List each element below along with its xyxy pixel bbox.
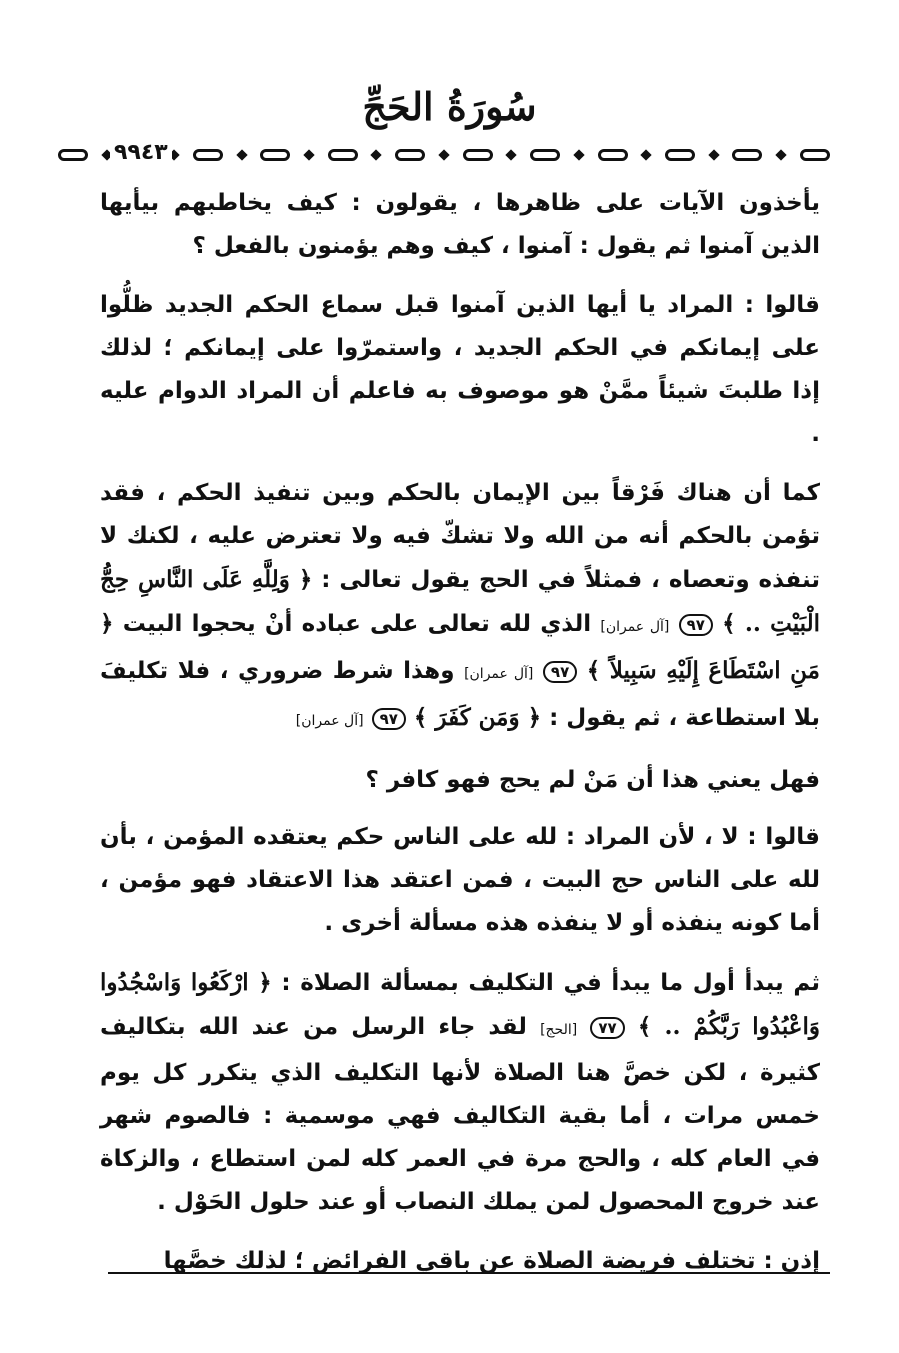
ornament-link-icon [665,149,695,161]
paragraph [100,472,820,743]
paragraph-text: الذي لله تعالى على عباده أنْ يحجوا البيت [122,611,592,637]
paragraph: فهل يعني هذا أن مَنْ لم يحج فهو كافر ؟ [365,767,820,793]
quran-verse: ﴿ وَمَن كَفَرَ ﴾ [413,704,542,731]
paragraph-text: ثم يبدأ أول ما يبدأ في التكليف بمسألة الصلاة : [281,970,820,996]
footer-divider [108,1272,830,1274]
ornament-link-icon [328,149,358,161]
ornament-link-icon [598,149,628,161]
ornament-diamond-icon [641,149,652,160]
paragraph-text: وهذا شرط ضروري ، فلا تكليفَ بلا استطاعة ، ثم يقول : [100,658,820,731]
verse-number: ٩٧ [679,614,713,636]
paragraph [100,961,820,1224]
page-header [0,78,899,178]
paragraph: قالوا : لا ، لأن المراد : لله على الناس حكم يعتقده المؤمن ، بأن لله على الناس حج البيت ، فمن اعتقد هذا الاعتقاد فهو مؤمن ، أما كونه ينفذه أو لا ينفذه هذه مسألة أخرى . [100,824,820,936]
main-text [100,182,820,1299]
ornament-diamond-icon [438,149,449,160]
surah-title: سُورَةُ الحَجِّ [362,84,537,129]
ornament-link-icon [530,149,560,161]
verse-number: ٩٧ [543,661,577,683]
ornament-link-icon [395,149,425,161]
ornament-diamond-icon [506,149,517,160]
ornament-link-icon [193,149,223,161]
ornament-diamond-icon [236,149,247,160]
surah-reference: [الحج] [540,1022,578,1038]
paragraph-text: كما أن هناك فَرْقاً بين الإيمان بالحكم وبين تنفيذ الحكم ، فقد تؤمن بالحكم أنه من الله ولا تشكّ فيه ولا تعترض عليه ، لكنك لا تنفذه وتعصاه ، فمثلاً في الحج يقول تعالى : [100,480,820,593]
paragraph: إذن : تختلف فريضة الصلاة عن باقي الفرائض ؛ لذلك خصَّها [163,1248,820,1274]
ornament-link-icon [800,149,830,161]
ornament-diamond-icon [708,149,719,160]
ornament-link-icon [260,149,290,161]
ornament-diamond-icon [573,149,584,160]
quran-verse: ﴿ ارْكَعُوا وَاسْجُدُوا وَاعْبُدُوا رَبَّكُمْ .. ﴾ [100,969,821,1040]
paragraph: يأخذون الآيات على ظاهرها ، يقولون : كيف يخاطبهم بيأيها الذين آمنوا ثم يقول : آمنوا ، كيف وهم يؤمنون بالفعل ؟ [100,190,820,259]
paragraph: قالوا : المراد يا أيها الذين آمنوا قبل سماع الحكم الجديد ظلُّوا على إيمانكم في الحكم الجديد ، واستمرّوا على إيمانكم ؛ لذلك إذا طلبتَ شيئاً ممَّنْ هو موصوف به فاعلم أن المراد الدوام عليه . [100,292,820,447]
ornament-border [58,146,830,164]
page-number: ٩٩٤٣ [110,140,172,165]
ornament-diamond-icon [371,149,382,160]
quran-verse: ﴿ مَنِ اسْتَطَاعَ إِلَيْهِ سَبِيلاً ﴾ [100,610,820,684]
verse-number: ٧٧ [590,1017,624,1039]
surah-reference: [آل عمران] [295,713,364,729]
paragraph-text: لقد جاء الرسل من عند الله بتكاليف كثيرة ، لكن خصَّ هنا الصلاة لأنها التكليف الذي يتكرر كل يوم خمس مرات ، أما بقية التكاليف فهي موسمية : فالصوم شهر في العام كله ، والحج مرة في العمر كله لمن استطاع ، والزكاة عند خروج المحصول لمن يملك النصاب أو عند حلول الحَوْل . [100,1014,820,1215]
ornament-link-icon [58,149,88,161]
ornament-link-icon [463,149,493,161]
quran-verse: ﴿ وَلِلَّهِ عَلَى النَّاسِ حِجُّ الْبَيْتِ .. ﴾ [100,566,820,637]
verse-number: ٩٧ [372,708,406,730]
ornament-link-icon [732,149,762,161]
surah-reference: [آل عمران] [600,619,670,635]
ornament-diamond-icon [775,149,786,160]
ornament-diamond-icon [303,149,314,160]
surah-reference: [آل عمران] [464,666,534,682]
